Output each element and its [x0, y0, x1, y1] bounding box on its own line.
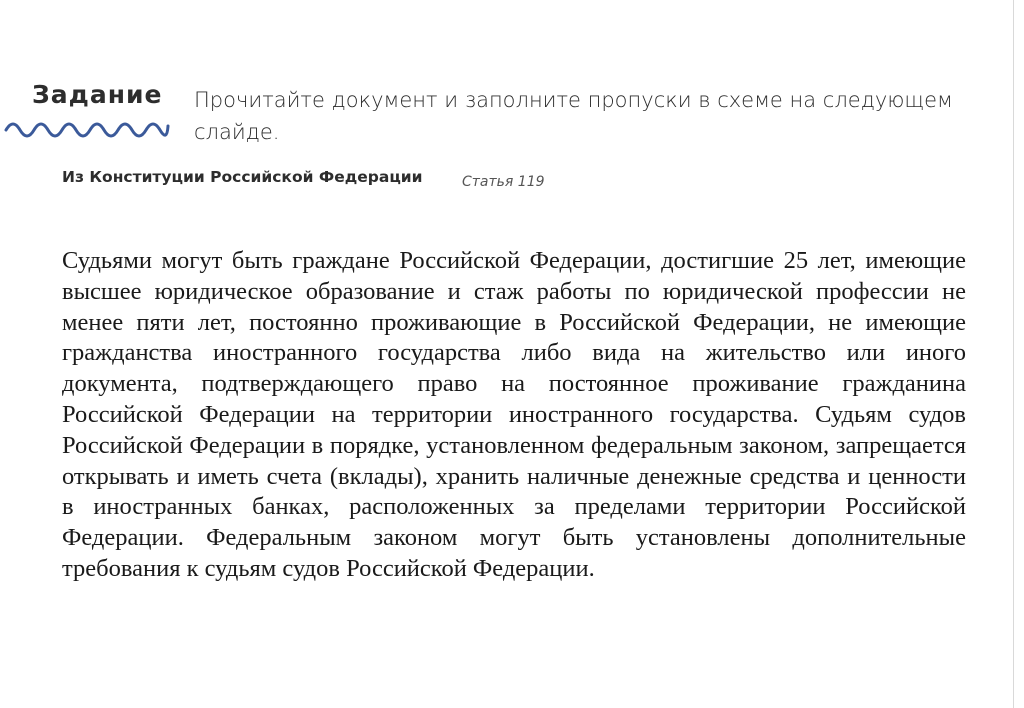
article-number: Статья 119 — [462, 174, 545, 190]
slide-border — [1013, 0, 1014, 708]
constitution-article-text: Судьями могут быть граждане Российской Федерации, достигшие 25 лет, имеющие высшее юридическое образование и стаж работы по юридической профессии не менее пяти лет, постоянно проживающие в Российской Федерации, не имеющие гражданства иностранного государства либо вида на жительство или иного документа, подтверждающего право на постоянное проживание гражданина Российской Федерации на территории иностранного государства. Судьям судов Российской Федерации в порядке, установленном федеральным законом, запрещается открывать и иметь счета (вклады), хранить наличные денежные средства и ценности в иностранных банках, расположенных за пределами территории Российской Федерации. Федеральным законом могут быть установлены дополнительные требования к судьям судов Российской Федерации. — [62, 247, 966, 582]
document-source: Из Конституции Российской Федерации — [62, 168, 423, 186]
wavy-underline-icon — [4, 116, 170, 138]
task-instruction: Прочитайте документ и заполните пропуски в схеме на следующем слайде. — [194, 88, 953, 144]
task-heading: Задание — [32, 80, 163, 109]
